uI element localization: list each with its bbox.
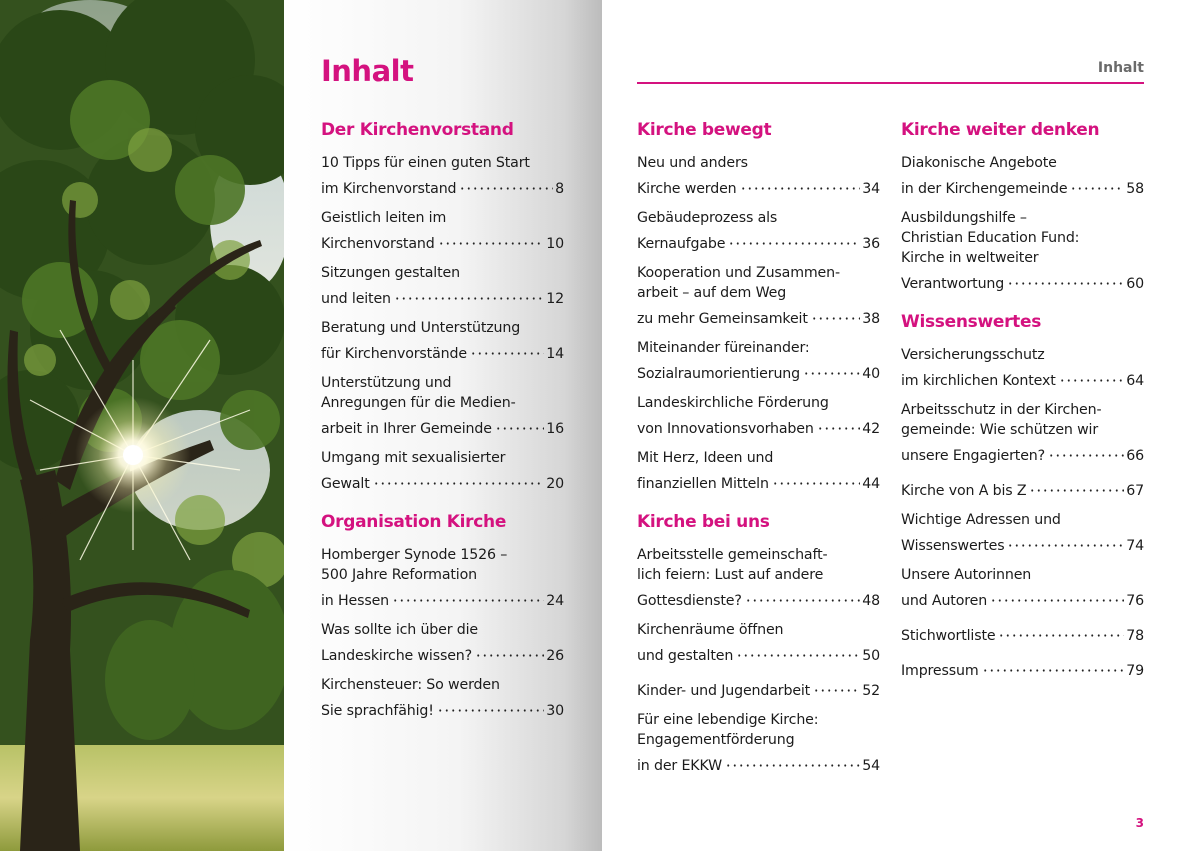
toc-entry-text-line: Kirchensteuer: So werden: [321, 677, 500, 693]
toc-entry-last-line: [321, 413, 564, 439]
toc-page-number: 48: [862, 593, 880, 609]
section-title: Organisation Kirche: [321, 512, 507, 532]
toc-entry-text-line: Impressum: [901, 663, 979, 679]
toc-entry-text-line: Arbeitsschutz in der Kirchen-: [901, 402, 1102, 418]
toc-entry-last-line: [321, 338, 564, 364]
toc-entry-last-line: [321, 173, 564, 199]
toc-entry-last-line: [901, 530, 1144, 556]
toc-entry-last-line: [637, 173, 880, 199]
toc-entry-text-line: Geistlich leiten im: [321, 210, 447, 226]
toc-entry[interactable]: [321, 620, 564, 666]
toc-page-number: 30: [546, 703, 564, 719]
toc-entry-last-line: [321, 585, 564, 611]
toc-entry[interactable]: [901, 565, 1144, 611]
toc-section: [637, 119, 880, 494]
toc-entry[interactable]: [901, 153, 1144, 199]
toc-entry-last-line: [637, 303, 880, 329]
toc-entry-text-line: Homberger Synode 1526 –: [321, 547, 508, 563]
dot-leader: [811, 303, 860, 323]
toc-entry-text-line: Wichtige Adressen und: [901, 512, 1061, 528]
left-page: [284, 0, 602, 851]
toc-section: [637, 511, 880, 776]
toc-entry-last-line: [321, 640, 564, 666]
toc-page-number: 60: [1126, 276, 1144, 292]
photo-illustration: [0, 0, 284, 851]
toc-section: [901, 119, 1144, 294]
section-title: Der Kirchenvorstand: [321, 120, 514, 140]
toc-entry-last-line: [901, 475, 1144, 501]
toc-entry[interactable]: [637, 675, 880, 701]
toc-entry-text-line: Landeskirchliche Förderung: [637, 395, 829, 411]
toc-entry[interactable]: [901, 655, 1144, 681]
toc-entry-text-line: Gebäudeprozess als: [637, 210, 778, 226]
toc-entry-text-line: finanziellen Mitteln: [637, 476, 769, 492]
toc-entry-text-line: Stichwortliste: [901, 628, 996, 644]
toc-page-number: 10: [546, 236, 564, 252]
toc-entry-text-line: Kirche werden: [637, 181, 737, 197]
section-title: Kirche bewegt: [637, 120, 772, 140]
toc-entry-text-line: für Kirchenvorstände: [321, 346, 467, 362]
toc-entry-text-line: gemeinde: Wie schützen wir: [901, 422, 1099, 438]
toc-entry-text-line: Miteinander füreinander:: [637, 340, 810, 356]
dot-leader: [745, 585, 861, 605]
toc-entry-text-line: Kirchenvorstand: [321, 236, 435, 252]
toc-entry-text-line: und gestalten: [637, 648, 734, 664]
toc-entry-text-line: Neu und anders: [637, 155, 748, 171]
dot-leader: [438, 228, 545, 248]
dot-leader: [373, 468, 545, 488]
toc-page-number: 79: [1126, 663, 1144, 679]
section-title: Wissenswertes: [901, 312, 1042, 332]
toc-entry-text-line: Für eine lebendige Kirche:: [637, 712, 819, 728]
toc-entry-text-line: arbeit in Ihrer Gemeinde: [321, 421, 492, 437]
toc-entry-text-line: Anregungen für die Medien-: [321, 395, 516, 411]
toc-entry-last-line: [901, 440, 1144, 466]
dot-leader: [740, 173, 861, 193]
toc-entry-text-line: Kirchenräume öffnen: [637, 622, 784, 638]
toc-entry-text-line: Versicherungsschutz: [901, 347, 1045, 363]
toc-entry-text-line: Diakonische Angebote: [901, 155, 1057, 171]
toc-entry[interactable]: [637, 338, 880, 384]
toc-entry-text-line: Umgang mit sexualisierter: [321, 450, 506, 466]
toc-entry-text-line: Kooperation und Zusammen-: [637, 265, 840, 281]
dot-leader: [990, 585, 1124, 605]
toc-entry-last-line: [637, 413, 880, 439]
toc-page-number: 42: [862, 421, 880, 437]
toc-entry[interactable]: [637, 448, 880, 494]
toc-entry-text-line: im Kirchenvorstand: [321, 181, 457, 197]
toc-entry[interactable]: [637, 545, 880, 611]
toc-entry-last-line: [637, 358, 880, 384]
toc-page-number: 12: [546, 291, 564, 307]
toc-entry-text-line: Arbeitsstelle gemeinschaft-: [637, 547, 828, 563]
toc-entry[interactable]: [321, 318, 564, 364]
toc-page-number: 66: [1126, 448, 1144, 464]
toc-entry-text-line: im kirchlichen Kontext: [901, 373, 1056, 389]
toc-entry-text-line: Gewalt: [321, 476, 370, 492]
toc-entry-text-line: lich feiern: Lust auf andere: [637, 567, 824, 583]
toc-section: [321, 511, 564, 721]
toc-entry[interactable]: [901, 475, 1144, 501]
toc-entry-last-line: [321, 283, 564, 309]
toc-entry-text-line: in Hessen: [321, 593, 389, 609]
toc-page-number: 20: [546, 476, 564, 492]
toc-entry-text-line: Kinder- und Jugendarbeit: [637, 683, 811, 699]
running-head: Inhalt: [1097, 60, 1144, 76]
toc-entry-last-line: [901, 655, 1144, 681]
toc-entry-last-line: [637, 468, 880, 494]
toc-entry[interactable]: [321, 153, 564, 199]
toc-entry-last-line: [637, 585, 880, 611]
toc-page-number: 26: [546, 648, 564, 664]
toc-entry-last-line: [321, 468, 564, 494]
toc-entry[interactable]: [637, 263, 880, 329]
toc-entry[interactable]: [637, 710, 880, 776]
toc-entry-last-line: [321, 228, 564, 254]
toc-entry-text-line: arbeit – auf dem Weg: [637, 285, 787, 301]
dot-leader: [475, 640, 544, 660]
toc-entry-text-line: Engagementförderung: [637, 732, 795, 748]
dot-leader: [1029, 475, 1124, 495]
toc-entry-text-line: Ausbildungshilfe –: [901, 210, 1027, 226]
dot-leader: [392, 585, 544, 605]
dot-leader: [437, 695, 544, 715]
toc-entry-text-line: Sozialraumorientierung: [637, 366, 800, 382]
toc-entry-text-line: Kernaufgabe: [637, 236, 726, 252]
toc-page-number: 67: [1126, 483, 1144, 499]
dot-leader: [772, 468, 860, 488]
oak-tree-backlit-photo: [0, 0, 284, 851]
toc-page-number: 52: [862, 683, 880, 699]
toc-entry[interactable]: [901, 620, 1144, 646]
dot-leader: [1048, 440, 1124, 460]
toc-entry-text-line: 500 Jahre Reformation: [321, 567, 477, 583]
toc-page-number: 38: [862, 311, 880, 327]
page-number: 3: [1135, 816, 1144, 830]
toc-column-left: [321, 119, 564, 738]
dot-leader: [813, 675, 860, 695]
toc-page-number: 50: [862, 648, 880, 664]
toc-entry[interactable]: [321, 448, 564, 494]
toc-entry-text-line: Sie sprachfähig!: [321, 703, 434, 719]
toc-page-number: 36: [862, 236, 880, 252]
toc-entry-text-line: Unterstützung und: [321, 375, 452, 391]
toc-entry[interactable]: [901, 208, 1144, 294]
toc-page-number: 74: [1126, 538, 1144, 554]
dot-leader: [803, 358, 860, 378]
dot-leader: [728, 228, 860, 248]
toc-entry[interactable]: [637, 393, 880, 439]
toc-entry-text-line: Mit Herz, Ideen und: [637, 450, 774, 466]
toc-entry[interactable]: [637, 153, 880, 199]
toc-entry-text-line: Kirche in weltweiter: [901, 250, 1039, 266]
dot-leader: [1007, 530, 1124, 550]
toc-entry-last-line: [901, 268, 1144, 294]
toc-column-middle: [637, 119, 880, 793]
toc-page-number: 8: [555, 181, 564, 197]
dot-leader: [495, 413, 544, 433]
toc-page-number: 44: [862, 476, 880, 492]
toc-entry-text-line: Landeskirche wissen?: [321, 648, 473, 664]
toc-entry-last-line: [637, 750, 880, 776]
toc-entry-text-line: Unsere Autorinnen: [901, 567, 1032, 583]
toc-page-number: 24: [546, 593, 564, 609]
toc-section: [901, 311, 1144, 681]
dot-leader: [1070, 173, 1124, 193]
section-title: Kirche weiter denken: [901, 120, 1100, 140]
toc-entry-text-line: unsere Engagierten?: [901, 448, 1045, 464]
dot-leader: [736, 640, 860, 660]
toc-entry-text-line: und Autoren: [901, 593, 988, 609]
dot-leader: [1059, 365, 1125, 385]
toc-entry-last-line: [901, 365, 1144, 391]
toc-page-number: 34: [862, 181, 880, 197]
toc-entry-text-line: Verantwortung: [901, 276, 1005, 292]
toc-entry-text-line: zu mehr Gemeinsamkeit: [637, 311, 808, 327]
toc-entry-last-line: [637, 640, 880, 666]
toc-entry[interactable]: [637, 208, 880, 254]
dot-leader: [1007, 268, 1124, 288]
toc-entry-text-line: Christian Education Fund:: [901, 230, 1080, 246]
toc-entry-last-line: [901, 585, 1144, 611]
toc-page-number: 78: [1126, 628, 1144, 644]
dot-leader: [998, 620, 1124, 640]
toc-entry[interactable]: [901, 400, 1144, 466]
toc-entry-last-line: [901, 173, 1144, 199]
toc-entry-text-line: Gottesdienste?: [637, 593, 742, 609]
toc-page-number: 16: [546, 421, 564, 437]
toc-entry[interactable]: [321, 675, 564, 721]
toc-entry-last-line: [321, 695, 564, 721]
toc-entry[interactable]: [321, 545, 564, 611]
right-page: [602, 0, 1200, 851]
toc-entry[interactable]: [321, 208, 564, 254]
toc-entry-text-line: 10 Tipps für einen guten Start: [321, 155, 530, 171]
toc-page-number: 14: [546, 346, 564, 362]
toc-entry[interactable]: [901, 345, 1144, 391]
dot-leader: [725, 750, 860, 770]
toc-entry-text-line: Wissenswertes: [901, 538, 1005, 554]
dot-leader: [817, 413, 861, 433]
toc-entry-last-line: [637, 675, 880, 701]
dot-leader: [459, 173, 553, 193]
toc-page-number: 40: [862, 366, 880, 382]
toc-page-number: 54: [862, 758, 880, 774]
toc-entry[interactable]: [321, 263, 564, 309]
toc-entry[interactable]: [637, 620, 880, 666]
toc-page-number: 64: [1126, 373, 1144, 389]
toc-page-number: 58: [1126, 181, 1144, 197]
section-title: Kirche bei uns: [637, 512, 770, 532]
toc-entry-text-line: von Innovationsvorhaben: [637, 421, 814, 437]
toc-entry-text-line: in der Kirchengemeinde: [901, 181, 1068, 197]
toc-page-number: 76: [1126, 593, 1144, 609]
toc-column-right: [901, 119, 1144, 698]
dot-leader: [470, 338, 544, 358]
toc-entry-text-line: in der EKKW: [637, 758, 722, 774]
toc-entry-last-line: [901, 620, 1144, 646]
toc-entry-last-line: [637, 228, 880, 254]
toc-entry-text-line: Sitzungen gestalten: [321, 265, 460, 281]
dot-leader: [394, 283, 544, 303]
toc-entry-text-line: und leiten: [321, 291, 391, 307]
toc-entry-text-line: Kirche von A bis Z: [901, 483, 1027, 499]
toc-entry[interactable]: [321, 373, 564, 439]
toc-section: [321, 119, 564, 494]
header-rule: [637, 82, 1144, 84]
page-title: Inhalt: [321, 54, 414, 88]
toc-entry-text-line: Was sollte ich über die: [321, 622, 479, 638]
toc-entry-text-line: Beratung und Unterstützung: [321, 320, 521, 336]
dot-leader: [982, 655, 1125, 675]
toc-entry[interactable]: [901, 510, 1144, 556]
